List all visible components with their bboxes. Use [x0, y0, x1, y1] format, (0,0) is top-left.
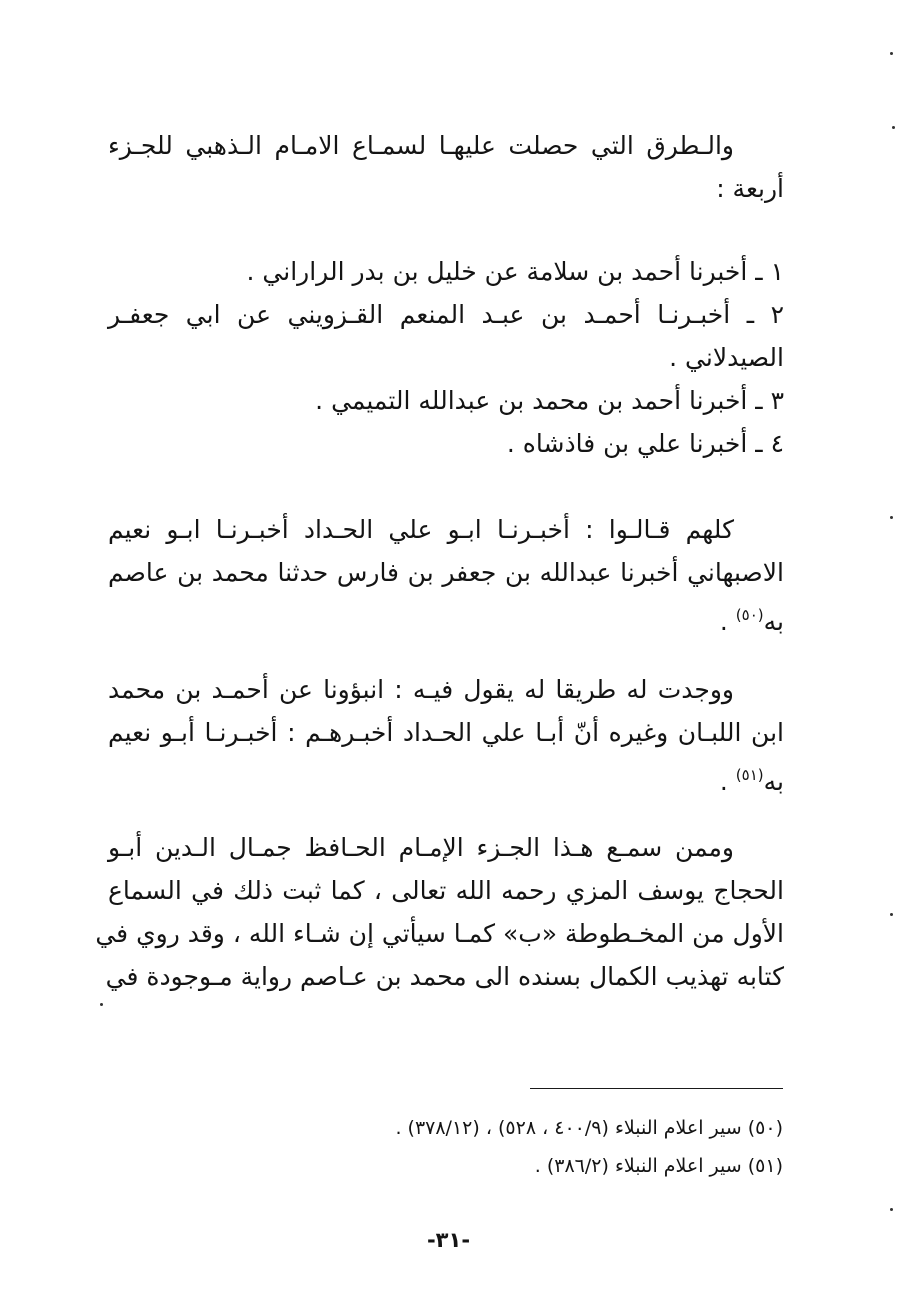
list-item-1: ١ ـ أخبرنا أحمد بن سلامة عن خليل بن بدر الراراني .: [246, 257, 784, 286]
scan-speck: [890, 1208, 893, 1211]
scan-speck: [100, 1003, 103, 1006]
list-item-4: ٤ ـ أخبرنا علي بن فاذشاه .: [506, 429, 784, 458]
footnote-51: (٥١) سير اعلام النبلاء (٣٨٦/٢) .: [534, 1155, 783, 1177]
page-number: -٣١-: [426, 1228, 471, 1252]
list-item-2: ٢ ـ أخبـرنـا أحمـد بن عبـد المنعم القـزويني عن ابي جعفـر: [108, 300, 784, 329]
list-item-3: ٣ ـ أخبرنا أحمد بن محمد بن عبدالله التميمي .: [315, 386, 784, 415]
paragraph-1-period: .: [719, 607, 736, 636]
paragraph-3-line-4: كتابه تهذيب الكمال بسنده الى محمد بن عـاصم رواية مـوجودة في: [105, 962, 784, 991]
chain-list: [108, 250, 784, 465]
paragraph-2-line-1: ووجدت له طريقا له يقول فيـه : انبؤونا عن أحمـد بن محمد: [108, 675, 734, 704]
paragraph-2-line-2: ابن اللبـان وغيره أنّ أبـا علي الحـداد أخبـرهـم : أخبـرنـا أبـو نعيم: [108, 718, 784, 747]
scan-speck: [890, 52, 893, 55]
intro-line-1: والـطرق التي حصلت عليهـا لسمـاع الامـام الـذهبي للجـزء: [108, 131, 734, 160]
paragraph-3-line-3: الأول من المخـطوطة «ب» كمـا سيأتي إن شـاء الله ، وقد روي في: [95, 919, 784, 948]
intro-paragraph: [108, 124, 784, 210]
scan-speck: [890, 516, 893, 519]
paragraph-3-line-1: وممن سمـع هـذا الجـزء الإمـام الحـافظ جمـال الـدين أبـو: [108, 833, 734, 862]
paragraph-1-line-1: كلهم قـالـوا : أخبـرنـا ابـو علي الحـداد أخبـرنـا ابـو نعيم: [108, 515, 734, 544]
paragraph-1: [108, 508, 784, 637]
footnote-ref-51: (٥١): [735, 766, 764, 784]
paragraph-1-text-end: به: [763, 607, 784, 636]
list-item-2-continuation: الصيدلاني .: [669, 343, 784, 372]
paragraph-2-text-end: به: [763, 767, 784, 796]
scan-speck: [892, 126, 895, 129]
paragraph-1-line-2: الاصبهاني أخبرنا عبدالله بن جعفر بن فارس حدثنا محمد بن عاصم: [108, 558, 784, 587]
paragraph-2-period: .: [719, 767, 736, 796]
paragraph-2: [108, 668, 784, 797]
paragraph-1-line-3: [108, 594, 784, 637]
scan-speck: [890, 913, 893, 916]
footnote-separator: [530, 1088, 783, 1089]
paragraph-3: [95, 826, 784, 998]
footnote-ref-50: (٥٠): [735, 606, 764, 624]
footnote-50: (٥٠) سير اعلام النبلاء (٤٠٠/٩ ، ٥٢٨) ، (٣٧٨/١٢) .: [395, 1117, 783, 1139]
intro-line-2: أربعة :: [716, 174, 784, 203]
paragraph-3-line-2: الحجاج يوسف المزي رحمه الله تعالى ، كما ثبت ذلك في السماع: [108, 876, 784, 905]
paragraph-2-line-3: [108, 754, 784, 797]
